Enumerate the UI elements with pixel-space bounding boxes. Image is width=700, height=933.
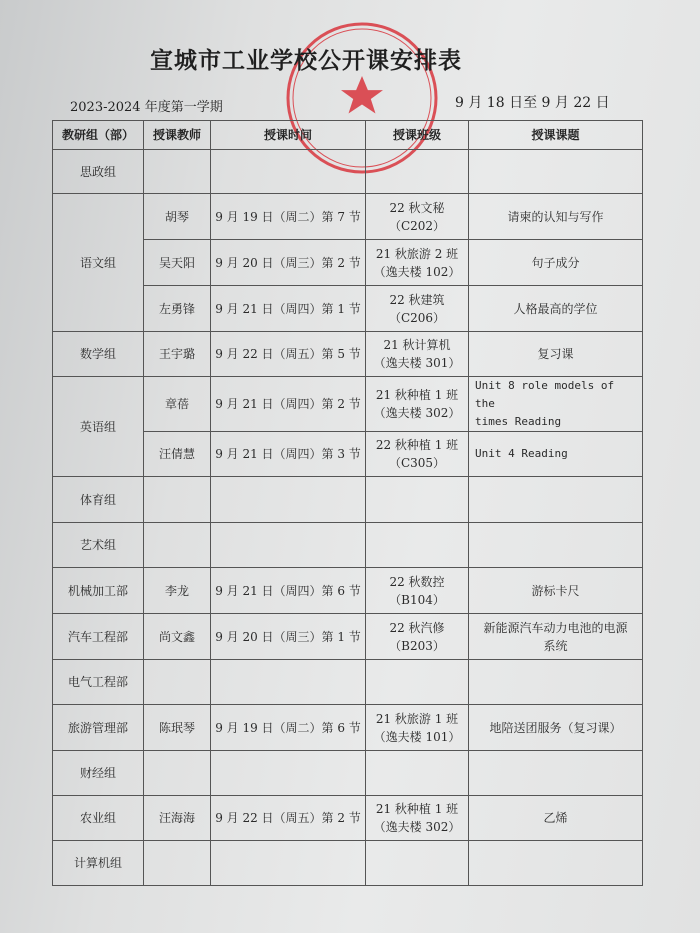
page-title: 宣城市工业学校公开课安排表 bbox=[150, 48, 462, 74]
time-cell bbox=[211, 150, 366, 194]
class-cell bbox=[366, 477, 469, 523]
time-cell bbox=[211, 841, 366, 886]
table-row bbox=[53, 194, 643, 240]
topic-cell bbox=[469, 240, 643, 286]
topic-cell bbox=[469, 841, 643, 886]
group-name-cell: 数学组 bbox=[53, 332, 144, 377]
group-name-cell: 英语组 bbox=[53, 377, 144, 477]
date-range-label: 9 月 18 日至 9 月 22 日 bbox=[455, 95, 610, 111]
class-cell bbox=[366, 523, 469, 568]
topic-cell bbox=[469, 286, 643, 332]
teacher-cell: 汪倩慧 bbox=[144, 432, 211, 477]
group-name-cell: 旅游管理部 bbox=[53, 705, 144, 751]
group-name-cell: 农业组 bbox=[53, 796, 144, 841]
teacher-cell: 王宇璐 bbox=[144, 332, 211, 377]
table-row bbox=[53, 150, 643, 194]
class-cell bbox=[366, 841, 469, 886]
class-name: 22 秋种植 1 班 bbox=[375, 438, 459, 452]
teacher-cell bbox=[144, 523, 211, 568]
class-name: 21 秋种植 1 班 bbox=[375, 388, 459, 402]
time-cell: 9 月 21 日（周四）第 2 节 bbox=[211, 377, 366, 432]
class-name: 22 秋文秘 bbox=[389, 200, 445, 215]
teacher-cell: 尚文鑫 bbox=[144, 614, 211, 660]
stamp-star-icon bbox=[341, 76, 383, 114]
column-header: 授课课题 bbox=[469, 121, 643, 150]
time-cell: 9 月 21 日（周四）第 6 节 bbox=[211, 568, 366, 614]
table-row bbox=[53, 332, 643, 377]
class-cell bbox=[366, 614, 469, 660]
topic-cell bbox=[469, 614, 643, 660]
class-name: 21 秋计算机 bbox=[383, 338, 451, 352]
class-cell bbox=[366, 568, 469, 614]
teacher-cell bbox=[144, 751, 211, 796]
topic-line: 请柬的认知与写作 bbox=[507, 209, 604, 224]
teacher-cell: 吴天阳 bbox=[144, 240, 211, 286]
column-header: 教研组（部） bbox=[53, 121, 144, 150]
topic-line: 复习课 bbox=[537, 347, 574, 361]
table-row bbox=[53, 377, 643, 432]
topic-line: 乙烯 bbox=[543, 811, 568, 825]
class-cell bbox=[366, 660, 469, 705]
time-cell: 9 月 22 日（周五）第 2 节 bbox=[211, 796, 366, 841]
column-header: 授课时间 bbox=[211, 121, 366, 150]
table-row bbox=[53, 477, 643, 523]
topic-cell bbox=[469, 523, 643, 568]
teacher-cell bbox=[144, 660, 211, 705]
topic-cell bbox=[469, 705, 643, 751]
class-name: 22 秋建筑 bbox=[389, 292, 445, 307]
time-cell: 9 月 19 日（周二）第 6 节 bbox=[211, 705, 366, 751]
time-cell: 9 月 21 日（周四）第 1 节 bbox=[211, 286, 366, 332]
group-name-cell: 汽车工程部 bbox=[53, 614, 144, 660]
topic-line: 地陪送团服务（复习课） bbox=[489, 720, 622, 735]
time-cell bbox=[211, 751, 366, 796]
class-room: （逸夫楼 302） bbox=[373, 820, 461, 834]
topic-cell bbox=[469, 796, 643, 841]
table-row bbox=[53, 660, 643, 705]
class-cell bbox=[366, 432, 469, 477]
table-body bbox=[53, 150, 643, 886]
table-row bbox=[53, 751, 643, 796]
class-cell bbox=[366, 286, 469, 332]
column-header: 授课班级 bbox=[366, 121, 469, 150]
group-name-cell: 思政组 bbox=[53, 150, 144, 194]
time-cell: 9 月 19 日（周二）第 7 节 bbox=[211, 194, 366, 240]
topic-cell bbox=[469, 751, 643, 796]
topic-cell bbox=[469, 194, 643, 240]
class-room: （逸夫楼 101） bbox=[373, 729, 461, 744]
schedule-table bbox=[52, 120, 643, 886]
time-cell bbox=[211, 523, 366, 568]
class-cell bbox=[366, 751, 469, 796]
teacher-cell: 胡琴 bbox=[144, 194, 211, 240]
class-cell bbox=[366, 240, 469, 286]
table-row bbox=[53, 705, 643, 751]
table-header-row bbox=[53, 121, 643, 150]
group-name-cell: 机械加工部 bbox=[53, 568, 144, 614]
class-room: （B203） bbox=[389, 638, 445, 653]
time-cell bbox=[211, 477, 366, 523]
semester-label: 2023-2024 年度第一学期 bbox=[70, 100, 223, 115]
topic-cell bbox=[469, 568, 643, 614]
topic-line: Unit 4 Reading bbox=[475, 447, 568, 460]
table-row bbox=[53, 568, 643, 614]
class-room: （逸夫楼 102） bbox=[373, 264, 461, 279]
class-name: 21 秋旅游 1 班 bbox=[375, 711, 459, 726]
topic-cell bbox=[469, 477, 643, 523]
time-cell: 9 月 20 日（周三）第 1 节 bbox=[211, 614, 366, 660]
topic-line: 句子成分 bbox=[531, 255, 580, 270]
topic-cell bbox=[469, 150, 643, 194]
topic-cell bbox=[469, 660, 643, 705]
class-name: 22 秋数控 bbox=[389, 574, 445, 589]
table-row bbox=[53, 841, 643, 886]
group-name-cell: 财经组 bbox=[53, 751, 144, 796]
topic-cell bbox=[469, 432, 643, 477]
class-name: 21 秋种植 1 班 bbox=[375, 802, 459, 816]
class-cell bbox=[366, 705, 469, 751]
teacher-cell: 陈珉琴 bbox=[144, 705, 211, 751]
class-room: （逸夫楼 301） bbox=[373, 356, 461, 370]
teacher-cell: 李龙 bbox=[144, 568, 211, 614]
group-name-cell: 计算机组 bbox=[53, 841, 144, 886]
class-name: 22 秋汽修 bbox=[389, 620, 445, 635]
topic-line: 系统 bbox=[543, 638, 568, 653]
topic-line: Unit 8 role models of the bbox=[475, 379, 615, 410]
class-name: 21 秋旅游 2 班 bbox=[375, 246, 459, 261]
class-room: （B104） bbox=[389, 592, 445, 607]
topic-cell bbox=[469, 377, 643, 432]
group-name-cell: 艺术组 bbox=[53, 523, 144, 568]
teacher-cell bbox=[144, 477, 211, 523]
group-name-cell: 语文组 bbox=[53, 194, 144, 332]
teacher-cell: 章蓓 bbox=[144, 377, 211, 432]
teacher-cell bbox=[144, 841, 211, 886]
class-cell bbox=[366, 332, 469, 377]
topic-line: 游标卡尺 bbox=[531, 583, 580, 598]
topic-line: 新能源汽车动力电池的电源 bbox=[483, 620, 628, 635]
table-row bbox=[53, 796, 643, 841]
time-cell: 9 月 22 日（周五）第 5 节 bbox=[211, 332, 366, 377]
teacher-cell: 左勇锋 bbox=[144, 286, 211, 332]
teacher-cell bbox=[144, 150, 211, 194]
topic-line: 人格最高的学位 bbox=[513, 301, 598, 316]
column-header: 授课教师 bbox=[144, 121, 211, 150]
group-name-cell: 体育组 bbox=[53, 477, 144, 523]
group-name-cell: 电气工程部 bbox=[53, 660, 144, 705]
class-cell bbox=[366, 150, 469, 194]
class-room: （C202） bbox=[388, 218, 446, 233]
class-room: （C206） bbox=[388, 310, 446, 325]
time-cell bbox=[211, 660, 366, 705]
class-room: （C305） bbox=[388, 456, 446, 470]
teacher-cell: 汪海海 bbox=[144, 796, 211, 841]
topic-cell bbox=[469, 332, 643, 377]
table-row bbox=[53, 523, 643, 568]
table-row bbox=[53, 614, 643, 660]
time-cell: 9 月 21 日（周四）第 3 节 bbox=[211, 432, 366, 477]
class-cell bbox=[366, 377, 469, 432]
class-cell bbox=[366, 194, 469, 240]
topic-line: times Reading bbox=[475, 415, 562, 428]
class-cell bbox=[366, 796, 469, 841]
time-cell: 9 月 20 日（周三）第 2 节 bbox=[211, 240, 366, 286]
class-room: （逸夫楼 302） bbox=[373, 406, 461, 420]
